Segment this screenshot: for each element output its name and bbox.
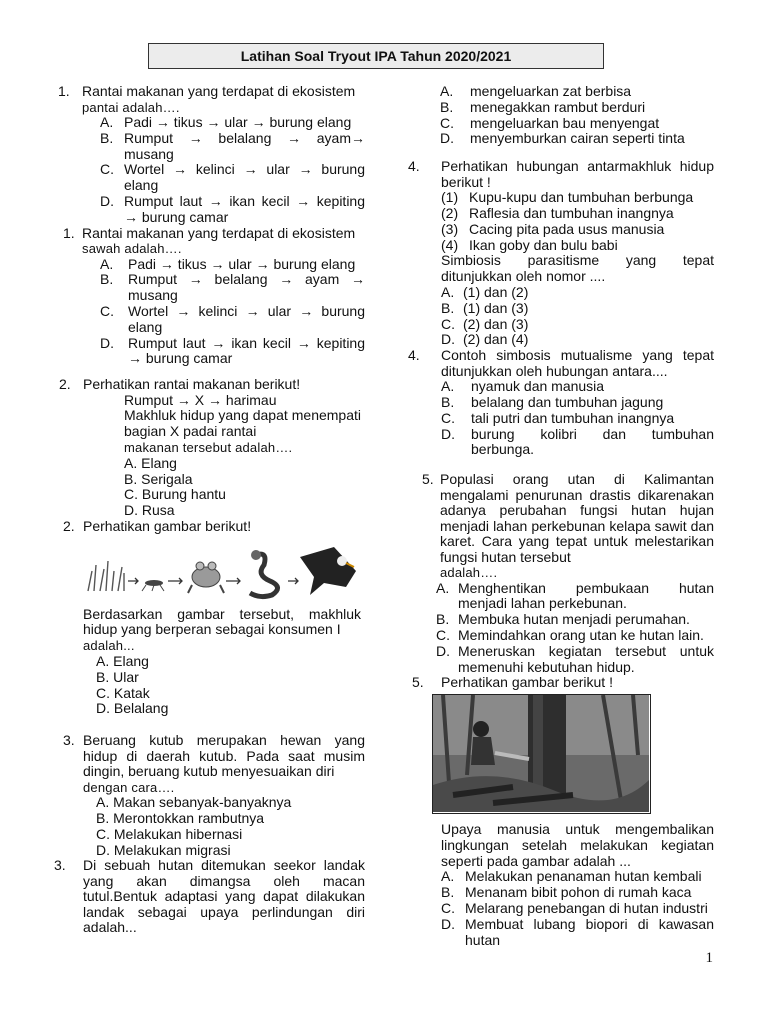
option[interactable]: D. Belalang [96, 700, 169, 717]
page-number: 1 [705, 950, 713, 966]
question-1-pantai: 1. Rantai makanan yang terdapat di ekosistem pantai adalah…. [58, 83, 356, 115]
arrow-icon [168, 578, 182, 584]
question-3-bear: 3. Beruang kutub merupakan hewan yang hidup di daerah kutub. Pada saat musim dingin, beruang kutub menyesuaikan diri dengan cara…. [63, 732, 365, 795]
option[interactable]: B. Rumput → belalang → ayam → musang [100, 271, 365, 304]
option[interactable]: B. belalang dan tumbuhan jagung [441, 393, 664, 410]
option[interactable]: B. Merontokkan rambutnya [96, 809, 265, 826]
option[interactable]: B. Rumput → belalang → ayam→ musang [100, 129, 365, 162]
option[interactable]: A. Melakukan penanaman hutan kembali [441, 868, 702, 885]
option[interactable]: A. Padi → tikus → ular → burung elang [100, 114, 352, 130]
option[interactable]: B. Ular [96, 668, 139, 685]
option[interactable]: D. Rusa [124, 502, 175, 519]
option[interactable]: C. Melakukan hibernasi [96, 825, 243, 842]
question-2-picture: 2. Perhatikan gambar berikut! [63, 518, 252, 535]
option[interactable]: C. Burung hantu [124, 486, 226, 503]
option[interactable]: C. mengeluarkan bau menyengat [440, 114, 660, 131]
option[interactable]: C. Wortel → kelinci → ular → burung elang [100, 302, 365, 335]
right-column: A. mengeluarkan zat berbisa B. menegakkan rambut berduri C. mengeluarkan bau menyengat D. menyemburkan cairan seperti tinta 4. Perhatikan hubungan antarmakhluk hidup berikut ! (1) Kupu-kupu dan tumbuhan berbunga (2) Raflesia dan tumbuhan inangnya (3) Cacing pita pada usus manusia (4) Ikan goby dan bulu babi Simbiosis parasitisme yang tepat ditunjukkan oleh nomor .... A. (1) dan (2) B. (1) dan (3) C. (2) dan (3) D. (2) dan (4) 4. Contoh simbosis mutualisme yang tepat ditunjukkan oleh hubungan antara.... A. nyamuk dan manusia B. belalang dan tumbuhan jagung C. tali putri dan tumbuhan inangnya D. burung kolibri dan tumbuhan berbunga. 5. Populasi orang utan di Kalimantan mengalami penurunan drastis dikarenakan adanya perubahan fungsi hutan hujan menjadi lahan perkebunan kelapa sawit dan karet. Cara yang tepat untuk melestarikan fungsi hutan tersebut adalah…. A. Menghentikan pembukaan hutan menjadi lahan perkebunan. B. Membuka hutan menjadi perumahan. C. Memindahkan orang utan ke hutan lain. D. Meneruskan kegiatan tersebut untuk memenuhi kebutuhan hidup. 5. Perhatikan gambar berikut ! Upaya manusia untuk mengembalikan lingkungan setelah melakukan kegiatan seperti pada gambar adalah ... A. Melakukan penanaman hutan kembali B. Menanam bibit pohon di rumah kaca C. Melarang penebangan di hutan industri D. Membuat lubang biopori di kawasan hutan [408, 83, 714, 948]
option[interactable]: D. burung kolibri dan tumbuhan berbunga. [441, 425, 714, 458]
option[interactable]: A. nyamuk dan manusia [441, 378, 605, 395]
grasshopper-icon [142, 580, 164, 591]
question-4-parasitism: 4. Perhatikan hubungan antarmakhluk hidup berikut ! [408, 158, 714, 190]
option[interactable]: D. Meneruskan kegiatan tersebut untuk memenuhi kebutuhan hidup. [436, 642, 714, 675]
option[interactable]: D. Membuat lubang biopori di kawasan hutan [441, 915, 714, 948]
question-4-mutualism: 4. Contoh simbosis mutualisme yang tepat ditunjukkan oleh hubungan antara.... [408, 347, 714, 379]
option[interactable]: C. (2) dan (3) [441, 315, 529, 332]
question-5-picture: 5. Perhatikan gambar berikut ! [412, 674, 613, 691]
option[interactable]: D. Rumput laut → ikan kecil → kepiting → burung camar [100, 192, 365, 225]
worksheet-title: Latihan Soal Tryout IPA Tahun 2020/2021 [148, 43, 604, 69]
deforestation-photo [432, 694, 651, 814]
arrow-icon [226, 578, 240, 584]
option[interactable]: C. Wortel → kelinci → ular → burung elang [100, 161, 365, 194]
option[interactable]: C. tali putri dan tumbuhan inangnya [441, 409, 675, 426]
option[interactable]: A. mengeluarkan zat berbisa [440, 83, 632, 99]
option[interactable]: D. Melakukan migrasi [96, 841, 231, 858]
option[interactable]: A. Elang [96, 652, 149, 669]
food-chain-image [84, 541, 365, 601]
option[interactable]: A. (1) dan (2) [441, 283, 529, 300]
option[interactable]: D. Rumput laut → ikan kecil → kepiting → burung camar [100, 334, 365, 367]
option[interactable]: C. Memindahkan orang utan ke hutan lain. [436, 627, 704, 644]
question-2-chain: 2. Perhatikan rantai makanan berikut! [59, 376, 301, 393]
option[interactable]: B. Serigala [124, 470, 193, 487]
question-5-orangutan: 5. Populasi orang utan di Kalimantan mengalami penurunan drastis dikarenakan adanya perubahan fungsi hutan hujan menjadi lahan perkebunan kelapa sawit dan karet. Cara yang tepat untuk melestarikan fungsi hutan tersebut adalah…. [422, 471, 714, 581]
option[interactable]: A. Padi → tikus → ular → burung elang [100, 255, 356, 272]
option[interactable]: C. Melarang penebangan di hutan industri [441, 899, 708, 916]
frog-icon [188, 562, 224, 593]
eagle-icon [300, 547, 356, 595]
question-3-hedgehog: 3. Di sebuah hutan ditemukan seekor landak yang akan dimangsa oleh macan tutul.Bentuk adaptasi yang dapat dilakukan landak sebagai upaya perlindungan diri adalah... [54, 857, 365, 936]
option[interactable]: D. (2) dan (4) [441, 331, 529, 348]
option[interactable]: B. menegakkan rambut berduri [440, 98, 646, 115]
arrow-icon [288, 578, 298, 584]
option[interactable]: A. Menghentikan pembukaan hutan menjadi lahan perkebunan. [436, 579, 714, 612]
option[interactable]: A. Elang [124, 454, 177, 471]
grass-icon [88, 561, 124, 591]
option[interactable]: C. Katak [96, 684, 150, 701]
left-column: 1. Rantai makanan yang terdapat di ekosistem pantai adalah…. A. Padi → tikus → ular → burung elang B. Rumput → belalang → ayam→ musang C. Wortel → kelinci → ular → burung elang D. Rumput laut → ikan kecil → kepiting → burung camar 1. Rantai makanan yang terdapat di ekosistem sawah adalah…. A. Padi → tikus → ular → burung elang B. Rumput → belalang → ayam → musang C. Wortel → kelinci → ular → burung elang D. Rumput laut → ikan kecil → kepiting → burung camar 2. Perhatikan rantai makanan berikut! Rumput → X → harimau Makhluk hidup yang dapat menempati bagian X padai rantai makanan tersebut adalah…. A. Elang B. Serigala C. Burung hantu D. Rusa 2. Perhatikan gambar berikut! Berdasarkan gambar tersebut, makhluk hidup yang berperan sebagai konsumen I adalah... A. Elang B. Ular C. Katak D. Belalang 3. Beruang kutub merupakan hewan yang hidup di daerah kutub. Pada saat musim dingin, beruang kutub menyesuaikan diri dengan cara…. A. Makan sebanyak-banyaknya B. Merontokkan rambutnya C. Melakukan hibernasi D. Melakukan migrasi 3. Di sebuah hutan ditemukan seekor landak yang akan dimangsa oleh macan tutul.Bentuk adaptasi yang dapat dilakukan landak sebagai upaya perlindungan diri adalah... [54, 83, 365, 936]
option[interactable]: B. Menanam bibit pohon di rumah kaca [441, 884, 692, 901]
food-chain: Rumput → X → harimau [124, 391, 277, 408]
option[interactable]: B. Membuka hutan menjadi perumahan. [436, 611, 690, 628]
option[interactable]: A. Makan sebanyak-banyaknya [96, 794, 292, 811]
arrow-icon [128, 578, 138, 584]
option[interactable]: B. (1) dan (3) [441, 299, 529, 316]
question-1-sawah: 1. Rantai makanan yang terdapat di ekosistem sawah adalah…. [63, 224, 356, 257]
snake-icon [250, 554, 278, 596]
option[interactable]: D. menyemburkan cairan seperti tinta [440, 130, 685, 147]
